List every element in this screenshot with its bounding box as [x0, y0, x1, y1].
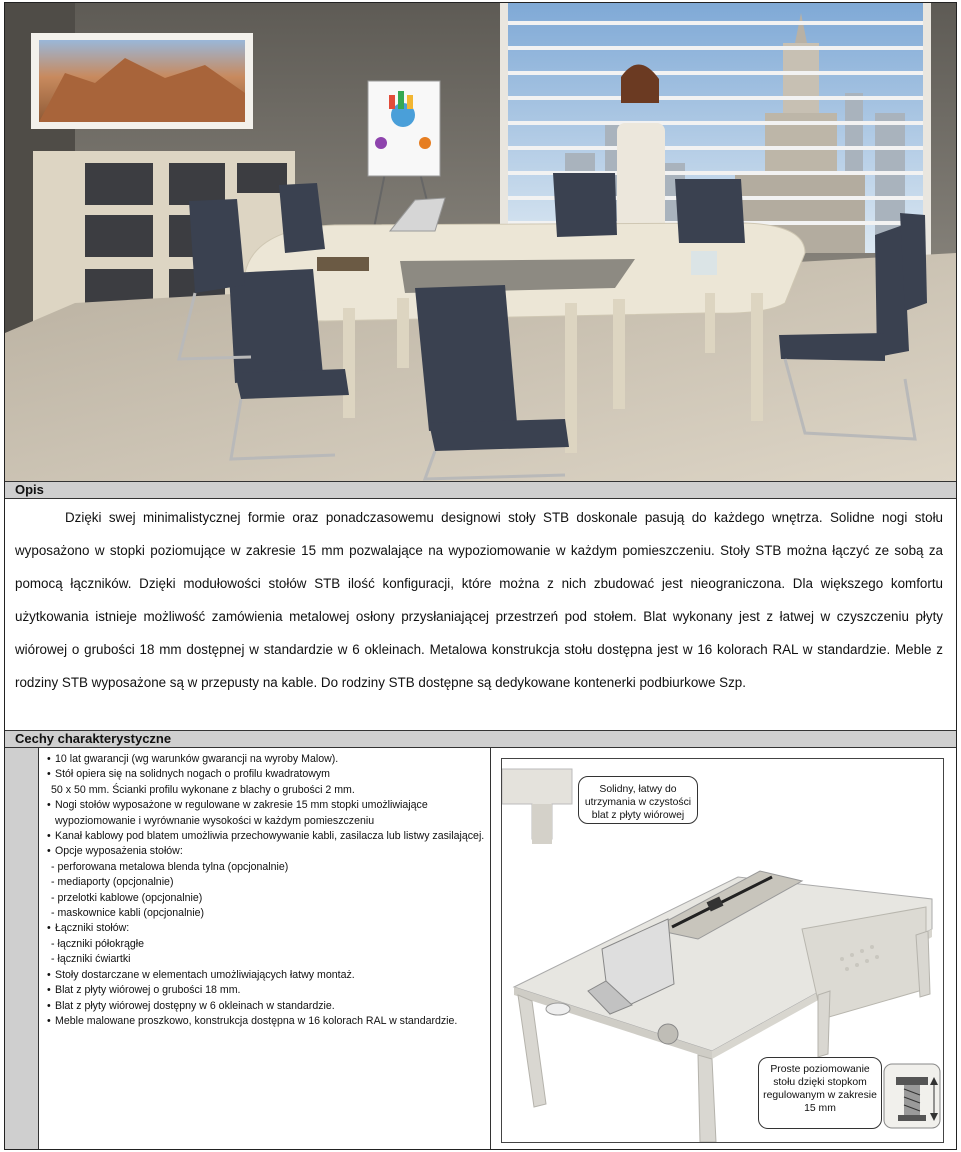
feature-item: • Meble malowane proszkowo, konstrukcja dostępna w 16 kolorach RAL w standardzie. — [47, 1014, 490, 1029]
features-list — [39, 748, 490, 1029]
feature-item: • 10 lat gwarancji (wg warunków gwarancji na wyroby Malow). — [47, 752, 490, 767]
opis-description: Dzięki swej minimalistycznej formie oraz ponadczasowemu designowi stoły STB doskonale pasują do każdego wnętrza. Solidne nogi stołu wyposażono w stopki poziomujące w zakresie 15 mm pozwalające na wypoziomowanie w każdym pomieszczeniu. Stoły STB można łączyć ze sobą za pomocą łączników. Dzięki modułowości stołów STB ilość konfiguracji, które można z nich zbudować jest nieograniczona. Dla większego komfortu użytkowania istnieje możliwość zamówienia metalowej osłony przysłaniającej przestrzeń pod stołem. Blat wykonany jest z łatwej w czyszczeniu płyty wiórowej o grubości 18 mm dostępnej w standardzie w 6 okleinach. Metalowa konstrukcja stołu dostępna jest w 16 kolorach RAL w standardzie. Meble z rodziny STB wyposażone są w przepusty na kable. Do rodziny STB dostępne są dedykowane kontenerki podbiurkowe Szp. — [15, 510, 943, 690]
feature-item: • Blat z płyty wiórowej dostępny w 6 okleinach w standardzie. — [47, 999, 490, 1014]
product-sheet — [4, 2, 957, 1150]
feature-item: 50 x 50 mm. Ścianki profilu wykonane z blachy o grubości 2 mm. — [51, 783, 355, 796]
feature-item: • Opcje wyposażenia stołów: — [47, 844, 490, 859]
feature-item: - mediaporty (opcjonalnie) — [51, 876, 174, 889]
features-image-column — [491, 748, 956, 1149]
feature-item: • Nogi stołów wyposażone w regulowane w zakresie 15 mm stopki umożliwiające wypoziomowanie i wyrównanie wysokości w każdym pomieszczeniu — [47, 798, 490, 829]
features-gutter — [5, 748, 39, 1149]
feature-item: - przelotki kablowe (opcjonalnie) — [51, 891, 203, 904]
feature-item: - maskownice kabli (opcjonalnie) — [51, 907, 205, 920]
desk-product-image — [501, 758, 944, 1143]
feature-item: • Stoły dostarczane w elementach umożliwiających łatwy montaż. — [47, 968, 490, 983]
feature-item: • Stół opiera się na solidnych nogach o profilu kwadratowym — [47, 767, 490, 782]
tabletop-callout: Solidny, łatwy do utrzymania w czystości blat z płyty wiórowej — [578, 776, 698, 824]
feature-item: - łączniki półokrągłe — [51, 937, 145, 950]
leveling-callout: Proste poziomowanie stołu dzięki stopkom regulowanym w zakresie 15 mm — [758, 1057, 882, 1129]
feature-item: - łączniki ćwiartki — [51, 953, 131, 966]
conference-room-photo — [5, 3, 956, 481]
cechy-heading: Cechy charakterystyczne — [5, 730, 956, 748]
opis-heading: Opis — [5, 481, 956, 499]
leveling-foot-detail — [884, 1064, 940, 1128]
feature-item: - perforowana metalowa blenda tylna (opcjonalnie) — [51, 860, 289, 873]
features-list-column — [39, 748, 491, 1149]
table-corner-detail — [502, 769, 572, 844]
features-section — [5, 748, 956, 1149]
feature-item: • Kanał kablowy pod blatem umożliwia przechowywanie kabli, zasilacza lub listwy zasilającej. — [47, 829, 490, 844]
feature-item: • Blat z płyty wiórowej o grubości 18 mm. — [47, 983, 490, 998]
feature-item: • Łączniki stołów: — [47, 921, 490, 936]
